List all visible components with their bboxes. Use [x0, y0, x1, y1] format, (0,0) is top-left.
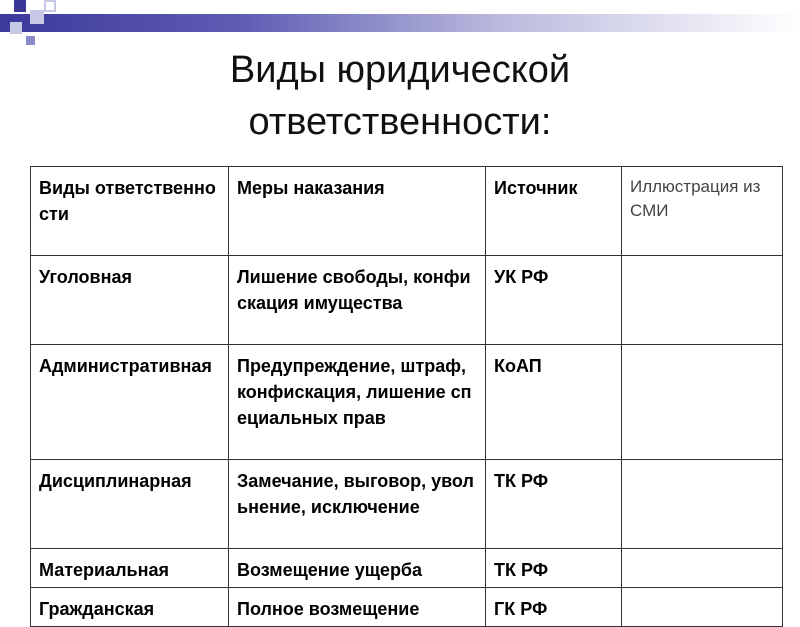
table-cell: Замечание, выговор, увольнение, исключение — [229, 460, 486, 549]
table-cell: Предупреждение, штраф, конфискация, лишение специальных прав — [229, 345, 486, 460]
table-cell: Дисциплинарная — [31, 460, 229, 549]
header-cell-types: Виды ответственности — [31, 167, 229, 256]
table-row — [31, 588, 783, 627]
table-cell — [622, 588, 783, 627]
header-cell-source: Источник — [486, 167, 622, 256]
header-cell-media: Иллюстрация из СМИ — [622, 167, 783, 256]
table-cell: Полное возмещение — [229, 588, 486, 627]
table-cell — [622, 549, 783, 588]
table-cell — [622, 460, 783, 549]
table-cell — [622, 256, 783, 345]
table-cell: УК РФ — [486, 256, 622, 345]
decor-square — [10, 22, 22, 34]
table-header-row — [31, 167, 783, 256]
table-row — [31, 460, 783, 549]
table-row — [31, 256, 783, 345]
header-gradient-bar — [0, 14, 800, 32]
table-cell: Лишение свободы, конфискация имущества — [229, 256, 486, 345]
table-cell — [622, 345, 783, 460]
table-row — [31, 345, 783, 460]
slide-title-line-1: Виды юридической — [229, 49, 571, 91]
table-cell: КоАП — [486, 345, 622, 460]
slide-title-line-2: ответственности: — [248, 101, 552, 143]
table-cell: Гражданская — [31, 588, 229, 627]
table-cell: Возмещение ущерба — [229, 549, 486, 588]
table-cell: ТК РФ — [486, 460, 622, 549]
decor-square — [44, 0, 56, 12]
liability-table — [30, 166, 783, 627]
header-cell-measures: Меры наказания — [229, 167, 486, 256]
table-cell: ТК РФ — [486, 549, 622, 588]
table-cell: Уголовная — [31, 256, 229, 345]
decor-square — [30, 10, 44, 24]
decor-square — [14, 0, 26, 12]
table-cell: ГК РФ — [486, 588, 622, 627]
slide-title — [0, 44, 800, 148]
table-cell: Административная — [31, 345, 229, 460]
table-cell: Материальная — [31, 549, 229, 588]
table-row — [31, 549, 783, 588]
